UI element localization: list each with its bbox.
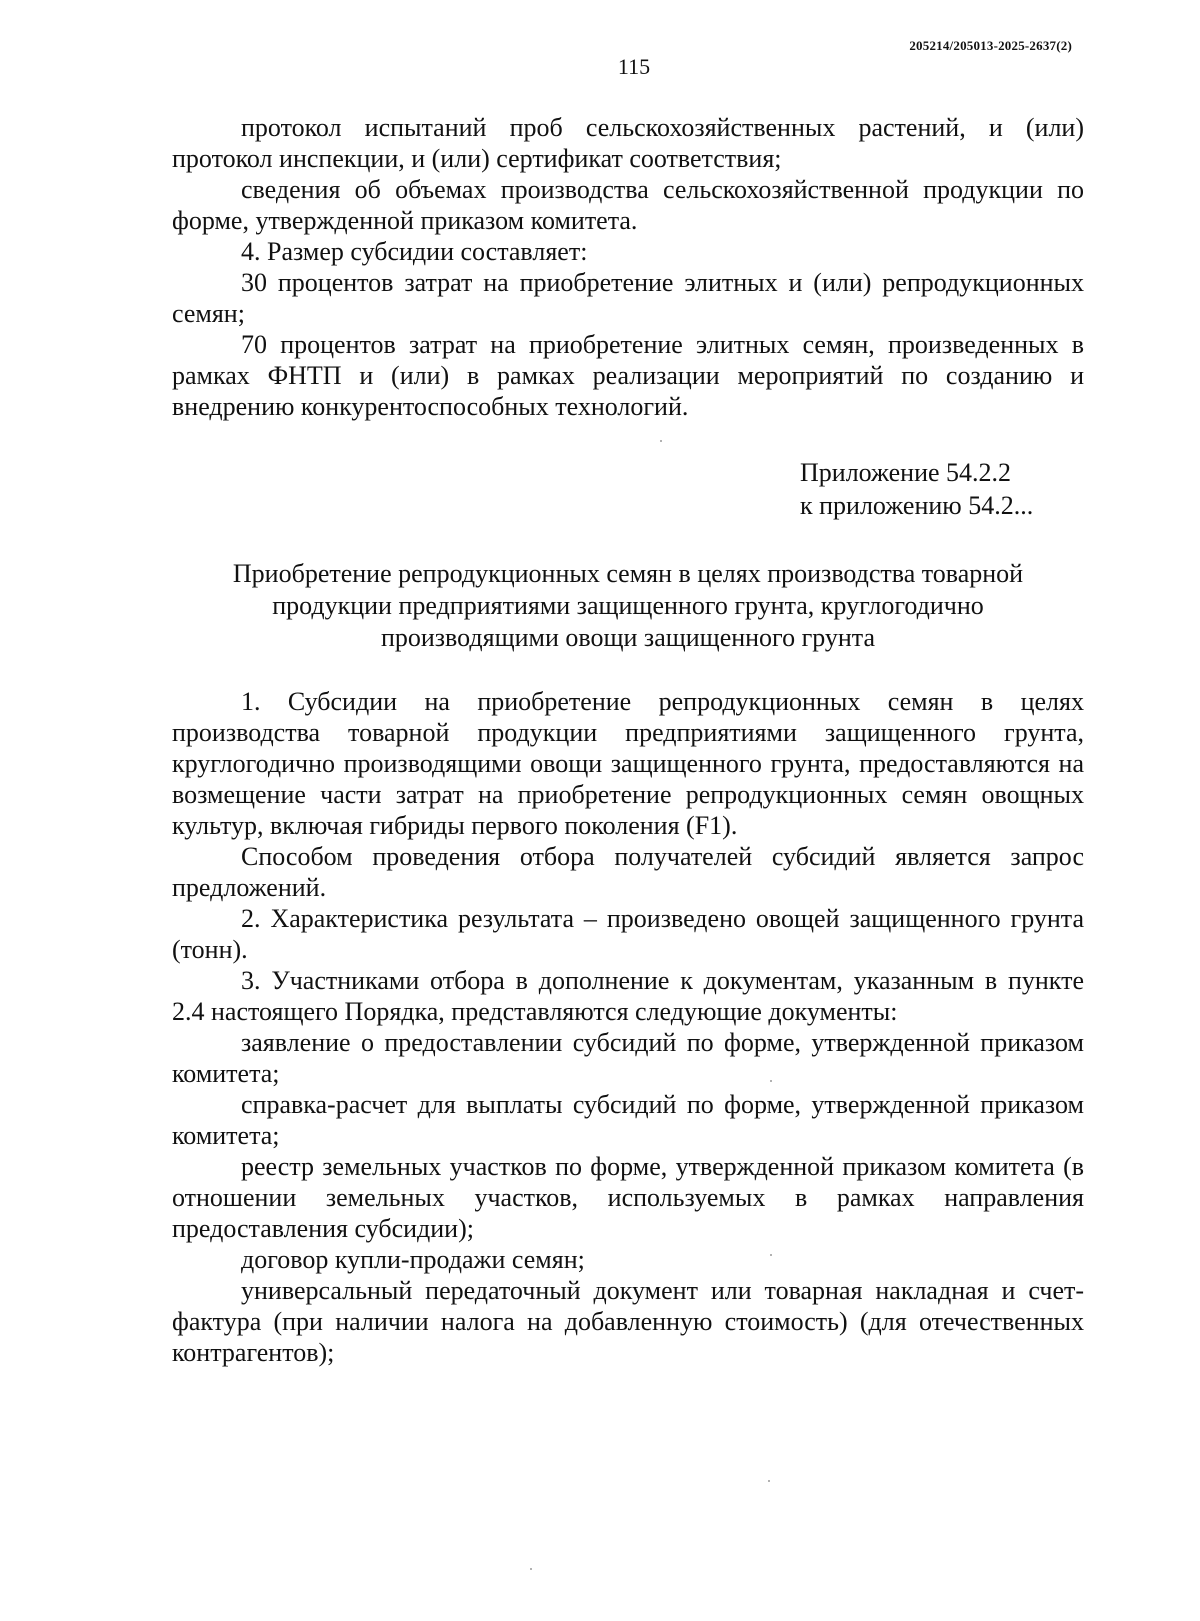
page-number: 115 (617, 54, 651, 79)
paragraph-70-percent: 70 процентов затрат на приобретение элитных семян, произведенных в рамках ФНТП и (или) в рамках реализации мероприятий по созданию и внедрению конкурентоспособных технологий. (172, 330, 1084, 421)
paragraph-transfer-document: универсальный передаточный документ или товарная накладная и счет-фактура (при наличии налога на добавленную стоимость) (для отечественных контрагентов); (172, 1276, 1084, 1367)
appendix-reference (172, 456, 1084, 522)
scan-speck (770, 1254, 772, 1256)
scan-speck (770, 1080, 772, 1082)
document-body (172, 112, 1084, 1368)
appendix-line-1: Приложение 54.2.2 (800, 458, 1012, 487)
paragraph-calculation-certificate: справка-расчет для выплаты субсидий по форме, утвержденной приказом комитета; (172, 1090, 1084, 1150)
document-id: 205214/205013-2025-2637(2) (909, 38, 1072, 53)
paragraph-purchase-contract: договор купли-продажи семян; (241, 1245, 585, 1274)
appendix-line-2: к приложению 54.2... (800, 491, 1034, 520)
paragraph-application: заявление о предоставлении субсидий по форме, утвержденной приказом комитета; (172, 1028, 1084, 1088)
paragraph-production-volume: сведения об объемах производства сельскохозяйственной продукции по форме, утвержденной приказом комитета. (172, 175, 1084, 235)
section-body (172, 686, 1084, 1368)
paragraph-subsidy-purpose: 1. Субсидии на приобретение репродукционных семян в целях производства товарной продукции предприятиями защищенного грунта, круглогодично производящими овощи защищенного грунта, предоставляются на возмещение части затрат на приобретение репродукционных семян овощных культур, включая гибриды первого поколения (F1). (172, 687, 1084, 840)
paragraph-30-percent: 30 процентов затрат на приобретение элитных и (или) репродукционных семян; (172, 268, 1084, 328)
paragraph-selection-method: Способом проведения отбора получателей субсидий является запрос предложений. (172, 842, 1084, 902)
paragraph-test-protocol: протокол испытаний проб сельскохозяйственных растений, и (или) протокол инспекции, и (или) сертификат соответствия; (172, 113, 1084, 173)
paragraph-subsidy-size: 4. Размер субсидии составляет: (241, 237, 588, 266)
paragraph-participants-documents: 3. Участниками отбора в дополнение к документам, указанным в пункте 2.4 настоящего Порядка, представляются следующие документы: (172, 966, 1084, 1026)
scan-speck (530, 1568, 532, 1570)
section-title-line-2: продукции предприятиями защищенного грунта, круглогодично (272, 591, 984, 620)
paragraph-land-register: реестр земельных участков по форме, утвержденной приказом комитета (в отношении земельных участков, используемых в рамках направления предоставления субсидии); (172, 1152, 1084, 1243)
section-title-line-3: производящими овощи защищенного грунта (380, 623, 876, 652)
section-title (172, 558, 1084, 654)
section-title-line-1: Приобретение репродукционных семян в целях производства товарной (232, 559, 1024, 588)
scan-speck (660, 440, 662, 442)
scan-speck (768, 1480, 770, 1482)
paragraph-result-characteristic: 2. Характеристика результата – произведено овощей защищенного грунта (тонн). (172, 904, 1084, 964)
